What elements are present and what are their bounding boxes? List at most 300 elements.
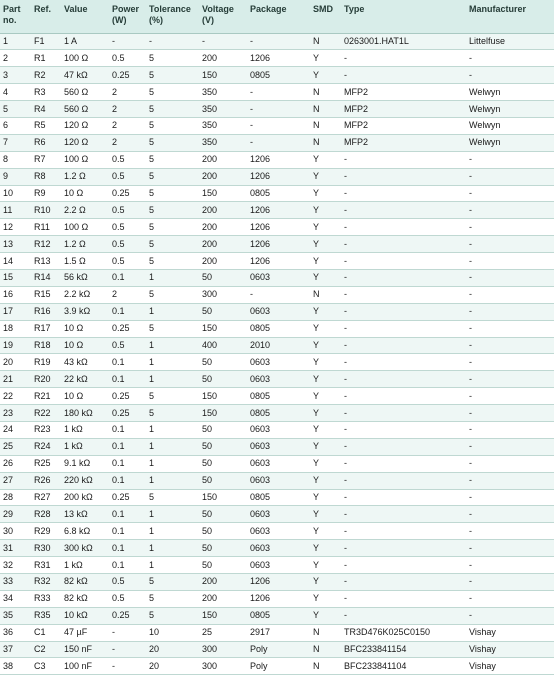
cell-smd: Y bbox=[310, 574, 341, 591]
cell-tolerance: 5 bbox=[146, 574, 199, 591]
cell-part-no: 31 bbox=[0, 540, 31, 557]
cell-type: - bbox=[341, 303, 466, 320]
cell-type: - bbox=[341, 219, 466, 236]
table-row bbox=[0, 286, 554, 303]
table-row bbox=[0, 557, 554, 574]
cell-smd: Y bbox=[310, 67, 341, 84]
cell-package: - bbox=[247, 84, 310, 101]
cell-type: - bbox=[341, 185, 466, 202]
cell-power: 0.1 bbox=[109, 371, 146, 388]
cell-part-no: 4 bbox=[0, 84, 31, 101]
table-row bbox=[0, 489, 554, 506]
cell-voltage: 150 bbox=[199, 405, 247, 422]
cell-package: 0603 bbox=[247, 421, 310, 438]
cell-tolerance: 5 bbox=[146, 219, 199, 236]
cell-smd: N bbox=[310, 117, 341, 134]
cell-power: - bbox=[109, 624, 146, 641]
cell-manufacturer: - bbox=[466, 50, 554, 67]
table-row bbox=[0, 151, 554, 168]
cell-smd: Y bbox=[310, 50, 341, 67]
cell-manufacturer: - bbox=[466, 185, 554, 202]
cell-value: 1.2 Ω bbox=[61, 236, 109, 253]
table-row bbox=[0, 388, 554, 405]
cell-value: 220 kΩ bbox=[61, 472, 109, 489]
cell-part-no: 12 bbox=[0, 219, 31, 236]
table-row bbox=[0, 590, 554, 607]
cell-smd: N bbox=[310, 641, 341, 658]
cell-part-no: 35 bbox=[0, 607, 31, 624]
cell-manufacturer: - bbox=[466, 371, 554, 388]
cell-package: 0603 bbox=[247, 371, 310, 388]
table-row bbox=[0, 523, 554, 540]
cell-value: 47 kΩ bbox=[61, 67, 109, 84]
cell-tolerance: 5 bbox=[146, 168, 199, 185]
cell-power: 0.5 bbox=[109, 337, 146, 354]
cell-manufacturer: - bbox=[466, 438, 554, 455]
cell-value: 1.2 Ω bbox=[61, 168, 109, 185]
cell-type: TR3D476K025C0150 bbox=[341, 624, 466, 641]
cell-tolerance: 5 bbox=[146, 253, 199, 270]
cell-package: - bbox=[247, 101, 310, 118]
table-row bbox=[0, 506, 554, 523]
cell-power: 0.5 bbox=[109, 574, 146, 591]
cell-type: - bbox=[341, 67, 466, 84]
cell-value: 13 kΩ bbox=[61, 506, 109, 523]
cell-part-no: 11 bbox=[0, 202, 31, 219]
cell-type: - bbox=[341, 523, 466, 540]
cell-manufacturer: - bbox=[466, 388, 554, 405]
cell-package: Poly bbox=[247, 641, 310, 658]
table-row bbox=[0, 33, 554, 50]
cell-package: 2917 bbox=[247, 624, 310, 641]
cell-type: MFP2 bbox=[341, 101, 466, 118]
cell-power: 2 bbox=[109, 286, 146, 303]
cell-part-no: 23 bbox=[0, 405, 31, 422]
cell-part-no: 8 bbox=[0, 151, 31, 168]
cell-power: 0.1 bbox=[109, 303, 146, 320]
cell-package: Poly bbox=[247, 658, 310, 675]
cell-type: - bbox=[341, 320, 466, 337]
cell-power: 0.5 bbox=[109, 202, 146, 219]
table-row bbox=[0, 269, 554, 286]
cell-voltage: 200 bbox=[199, 590, 247, 607]
cell-type: - bbox=[341, 574, 466, 591]
cell-power: 0.1 bbox=[109, 438, 146, 455]
cell-power: 0.1 bbox=[109, 354, 146, 371]
table-row bbox=[0, 371, 554, 388]
cell-tolerance: 5 bbox=[146, 50, 199, 67]
cell-tolerance: 1 bbox=[146, 303, 199, 320]
cell-tolerance: 5 bbox=[146, 101, 199, 118]
cell-type: - bbox=[341, 202, 466, 219]
cell-tolerance: 5 bbox=[146, 590, 199, 607]
cell-power: 0.5 bbox=[109, 151, 146, 168]
cell-manufacturer: - bbox=[466, 202, 554, 219]
cell-tolerance: 1 bbox=[146, 557, 199, 574]
table-row bbox=[0, 202, 554, 219]
header-value: Value bbox=[61, 0, 109, 33]
cell-smd: N bbox=[310, 134, 341, 151]
cell-part-no: 24 bbox=[0, 421, 31, 438]
cell-value: 43 kΩ bbox=[61, 354, 109, 371]
cell-package: 0805 bbox=[247, 388, 310, 405]
cell-voltage: 300 bbox=[199, 658, 247, 675]
table-body bbox=[0, 33, 554, 675]
cell-part-no: 38 bbox=[0, 658, 31, 675]
cell-tolerance: 1 bbox=[146, 421, 199, 438]
cell-tolerance: 10 bbox=[146, 624, 199, 641]
cell-ref: R25 bbox=[31, 455, 61, 472]
table-row bbox=[0, 253, 554, 270]
cell-smd: Y bbox=[310, 388, 341, 405]
header-package: Package bbox=[247, 0, 310, 33]
cell-package: - bbox=[247, 117, 310, 134]
cell-manufacturer: - bbox=[466, 523, 554, 540]
cell-manufacturer: Vishay bbox=[466, 658, 554, 675]
cell-ref: R13 bbox=[31, 253, 61, 270]
cell-smd: Y bbox=[310, 202, 341, 219]
cell-voltage: 350 bbox=[199, 84, 247, 101]
cell-tolerance: 5 bbox=[146, 151, 199, 168]
cell-package: 0805 bbox=[247, 405, 310, 422]
cell-tolerance: 1 bbox=[146, 540, 199, 557]
cell-manufacturer: - bbox=[466, 219, 554, 236]
cell-type: - bbox=[341, 455, 466, 472]
cell-power: - bbox=[109, 641, 146, 658]
cell-ref: F1 bbox=[31, 33, 61, 50]
cell-ref: R23 bbox=[31, 421, 61, 438]
cell-voltage: 150 bbox=[199, 489, 247, 506]
cell-power: 0.1 bbox=[109, 557, 146, 574]
table-row bbox=[0, 168, 554, 185]
cell-tolerance: 1 bbox=[146, 354, 199, 371]
cell-value: 200 kΩ bbox=[61, 489, 109, 506]
cell-part-no: 13 bbox=[0, 236, 31, 253]
table-row bbox=[0, 455, 554, 472]
cell-value: 6.8 kΩ bbox=[61, 523, 109, 540]
cell-manufacturer: - bbox=[466, 405, 554, 422]
cell-tolerance: 5 bbox=[146, 320, 199, 337]
cell-voltage: 50 bbox=[199, 506, 247, 523]
cell-manufacturer: - bbox=[466, 590, 554, 607]
cell-voltage: 200 bbox=[199, 202, 247, 219]
cell-package: 0603 bbox=[247, 303, 310, 320]
cell-voltage: 150 bbox=[199, 388, 247, 405]
cell-manufacturer: Welwyn bbox=[466, 134, 554, 151]
cell-manufacturer: - bbox=[466, 320, 554, 337]
cell-power: 0.25 bbox=[109, 388, 146, 405]
table-row bbox=[0, 117, 554, 134]
cell-power: 0.25 bbox=[109, 67, 146, 84]
cell-manufacturer: - bbox=[466, 506, 554, 523]
cell-ref: R29 bbox=[31, 523, 61, 540]
header-ref: Ref. bbox=[31, 0, 61, 33]
cell-part-no: 10 bbox=[0, 185, 31, 202]
cell-value: 120 Ω bbox=[61, 117, 109, 134]
cell-ref: R6 bbox=[31, 134, 61, 151]
cell-voltage: 50 bbox=[199, 354, 247, 371]
cell-part-no: 6 bbox=[0, 117, 31, 134]
cell-power: 2 bbox=[109, 117, 146, 134]
cell-tolerance: - bbox=[146, 33, 199, 50]
cell-ref: R20 bbox=[31, 371, 61, 388]
cell-voltage: 50 bbox=[199, 523, 247, 540]
table-row bbox=[0, 337, 554, 354]
cell-type: - bbox=[341, 269, 466, 286]
cell-type: - bbox=[341, 557, 466, 574]
cell-type: MFP2 bbox=[341, 117, 466, 134]
cell-ref: R28 bbox=[31, 506, 61, 523]
cell-part-no: 3 bbox=[0, 67, 31, 84]
header-voltage: Voltage (V) bbox=[199, 0, 247, 33]
cell-part-no: 15 bbox=[0, 269, 31, 286]
cell-ref: R31 bbox=[31, 557, 61, 574]
cell-value: 1 kΩ bbox=[61, 421, 109, 438]
cell-part-no: 21 bbox=[0, 371, 31, 388]
cell-ref: R9 bbox=[31, 185, 61, 202]
cell-value: 1 kΩ bbox=[61, 557, 109, 574]
cell-smd: Y bbox=[310, 371, 341, 388]
cell-type: MFP2 bbox=[341, 84, 466, 101]
cell-power: 0.5 bbox=[109, 168, 146, 185]
cell-ref: R12 bbox=[31, 236, 61, 253]
cell-value: 2.2 kΩ bbox=[61, 286, 109, 303]
cell-power: 2 bbox=[109, 134, 146, 151]
cell-value: 2.2 Ω bbox=[61, 202, 109, 219]
cell-part-no: 9 bbox=[0, 168, 31, 185]
cell-smd: Y bbox=[310, 455, 341, 472]
cell-power: 0.25 bbox=[109, 320, 146, 337]
cell-smd: Y bbox=[310, 236, 341, 253]
cell-smd: N bbox=[310, 286, 341, 303]
cell-ref: C1 bbox=[31, 624, 61, 641]
cell-value: 82 kΩ bbox=[61, 590, 109, 607]
cell-voltage: 200 bbox=[199, 168, 247, 185]
cell-ref: R14 bbox=[31, 269, 61, 286]
cell-power: 0.1 bbox=[109, 269, 146, 286]
cell-power: 0.5 bbox=[109, 236, 146, 253]
cell-part-no: 28 bbox=[0, 489, 31, 506]
cell-ref: C3 bbox=[31, 658, 61, 675]
cell-part-no: 19 bbox=[0, 337, 31, 354]
cell-value: 100 Ω bbox=[61, 151, 109, 168]
cell-smd: Y bbox=[310, 405, 341, 422]
cell-package: 1206 bbox=[247, 574, 310, 591]
cell-value: 10 Ω bbox=[61, 185, 109, 202]
cell-tolerance: 5 bbox=[146, 202, 199, 219]
cell-part-no: 7 bbox=[0, 134, 31, 151]
table-row bbox=[0, 67, 554, 84]
cell-value: 560 Ω bbox=[61, 101, 109, 118]
cell-value: 300 kΩ bbox=[61, 540, 109, 557]
cell-package: - bbox=[247, 286, 310, 303]
cell-smd: Y bbox=[310, 320, 341, 337]
cell-ref: R10 bbox=[31, 202, 61, 219]
cell-value: 180 kΩ bbox=[61, 405, 109, 422]
cell-ref: R4 bbox=[31, 101, 61, 118]
cell-type: - bbox=[341, 253, 466, 270]
cell-manufacturer: - bbox=[466, 574, 554, 591]
cell-manufacturer: - bbox=[466, 303, 554, 320]
cell-power: - bbox=[109, 33, 146, 50]
cell-package: - bbox=[247, 134, 310, 151]
cell-power: 0.1 bbox=[109, 540, 146, 557]
table-row bbox=[0, 303, 554, 320]
cell-voltage: 350 bbox=[199, 101, 247, 118]
cell-manufacturer: - bbox=[466, 337, 554, 354]
cell-tolerance: 5 bbox=[146, 489, 199, 506]
cell-type: - bbox=[341, 421, 466, 438]
cell-ref: R1 bbox=[31, 50, 61, 67]
cell-package: 1206 bbox=[247, 253, 310, 270]
table-row bbox=[0, 101, 554, 118]
cell-power: 2 bbox=[109, 101, 146, 118]
cell-value: 10 Ω bbox=[61, 337, 109, 354]
cell-package: 1206 bbox=[247, 219, 310, 236]
cell-voltage: 50 bbox=[199, 303, 247, 320]
header-manufacturer: Manufacturer bbox=[466, 0, 554, 33]
cell-tolerance: 5 bbox=[146, 185, 199, 202]
cell-ref: R15 bbox=[31, 286, 61, 303]
cell-package: 0603 bbox=[247, 472, 310, 489]
cell-package: 0805 bbox=[247, 67, 310, 84]
cell-power: 0.25 bbox=[109, 489, 146, 506]
cell-power: 0.1 bbox=[109, 523, 146, 540]
cell-type: - bbox=[341, 236, 466, 253]
cell-ref: R7 bbox=[31, 151, 61, 168]
cell-tolerance: 1 bbox=[146, 506, 199, 523]
cell-type: - bbox=[341, 286, 466, 303]
cell-ref: R30 bbox=[31, 540, 61, 557]
cell-value: 1.5 Ω bbox=[61, 253, 109, 270]
cell-manufacturer: - bbox=[466, 472, 554, 489]
cell-power: 0.1 bbox=[109, 506, 146, 523]
cell-part-no: 18 bbox=[0, 320, 31, 337]
cell-package: 0805 bbox=[247, 489, 310, 506]
cell-part-no: 14 bbox=[0, 253, 31, 270]
cell-tolerance: 1 bbox=[146, 269, 199, 286]
cell-part-no: 22 bbox=[0, 388, 31, 405]
table-row bbox=[0, 574, 554, 591]
cell-value: 82 kΩ bbox=[61, 574, 109, 591]
cell-tolerance: 5 bbox=[146, 117, 199, 134]
cell-manufacturer: - bbox=[466, 540, 554, 557]
cell-manufacturer: - bbox=[466, 286, 554, 303]
cell-type: BFC233841154 bbox=[341, 641, 466, 658]
cell-manufacturer: Welwyn bbox=[466, 117, 554, 134]
cell-smd: N bbox=[310, 84, 341, 101]
cell-voltage: 200 bbox=[199, 219, 247, 236]
cell-manufacturer: Welwyn bbox=[466, 101, 554, 118]
cell-type: - bbox=[341, 168, 466, 185]
header-power: Power (W) bbox=[109, 0, 146, 33]
cell-smd: Y bbox=[310, 269, 341, 286]
cell-manufacturer: - bbox=[466, 607, 554, 624]
cell-tolerance: 5 bbox=[146, 607, 199, 624]
cell-tolerance: 20 bbox=[146, 658, 199, 675]
table-row bbox=[0, 185, 554, 202]
cell-ref: R21 bbox=[31, 388, 61, 405]
cell-package: 2010 bbox=[247, 337, 310, 354]
table-row bbox=[0, 354, 554, 371]
cell-voltage: 50 bbox=[199, 438, 247, 455]
cell-package: 1206 bbox=[247, 202, 310, 219]
cell-manufacturer: - bbox=[466, 168, 554, 185]
cell-type: - bbox=[341, 371, 466, 388]
cell-power: 0.1 bbox=[109, 455, 146, 472]
cell-tolerance: 1 bbox=[146, 337, 199, 354]
cell-voltage: 50 bbox=[199, 269, 247, 286]
cell-part-no: 17 bbox=[0, 303, 31, 320]
cell-power: 0.5 bbox=[109, 590, 146, 607]
cell-manufacturer: - bbox=[466, 455, 554, 472]
cell-value: 560 Ω bbox=[61, 84, 109, 101]
cell-power: 0.1 bbox=[109, 472, 146, 489]
cell-ref: R24 bbox=[31, 438, 61, 455]
cell-voltage: 50 bbox=[199, 371, 247, 388]
table-row bbox=[0, 405, 554, 422]
cell-package: 1206 bbox=[247, 168, 310, 185]
cell-manufacturer: - bbox=[466, 354, 554, 371]
cell-tolerance: 1 bbox=[146, 472, 199, 489]
cell-tolerance: 5 bbox=[146, 286, 199, 303]
cell-package: 0805 bbox=[247, 320, 310, 337]
cell-part-no: 1 bbox=[0, 33, 31, 50]
header-smd: SMD bbox=[310, 0, 341, 33]
cell-package: 1206 bbox=[247, 151, 310, 168]
cell-smd: Y bbox=[310, 337, 341, 354]
cell-value: 47 µF bbox=[61, 624, 109, 641]
cell-voltage: 50 bbox=[199, 557, 247, 574]
cell-type: - bbox=[341, 607, 466, 624]
cell-type: 0263001.HAT1L bbox=[341, 33, 466, 50]
cell-smd: Y bbox=[310, 540, 341, 557]
cell-part-no: 32 bbox=[0, 557, 31, 574]
table-row bbox=[0, 641, 554, 658]
cell-package: - bbox=[247, 33, 310, 50]
cell-type: - bbox=[341, 388, 466, 405]
cell-type: BFC233841104 bbox=[341, 658, 466, 675]
cell-smd: Y bbox=[310, 506, 341, 523]
cell-smd: N bbox=[310, 101, 341, 118]
cell-voltage: 350 bbox=[199, 134, 247, 151]
cell-voltage: 150 bbox=[199, 607, 247, 624]
cell-package: 0603 bbox=[247, 523, 310, 540]
cell-package: 1206 bbox=[247, 590, 310, 607]
cell-power: 0.25 bbox=[109, 607, 146, 624]
cell-ref: R17 bbox=[31, 320, 61, 337]
cell-ref: C2 bbox=[31, 641, 61, 658]
header-tolerance: Tolerance (%) bbox=[146, 0, 199, 33]
cell-type: - bbox=[341, 472, 466, 489]
cell-smd: Y bbox=[310, 590, 341, 607]
cell-ref: R19 bbox=[31, 354, 61, 371]
header-row bbox=[0, 0, 554, 33]
cell-voltage: 400 bbox=[199, 337, 247, 354]
cell-value: 3.9 kΩ bbox=[61, 303, 109, 320]
cell-voltage: 150 bbox=[199, 67, 247, 84]
cell-smd: Y bbox=[310, 607, 341, 624]
cell-power: 2 bbox=[109, 84, 146, 101]
table-row bbox=[0, 50, 554, 67]
cell-manufacturer: Welwyn bbox=[466, 84, 554, 101]
cell-voltage: 150 bbox=[199, 185, 247, 202]
cell-part-no: 30 bbox=[0, 523, 31, 540]
cell-part-no: 29 bbox=[0, 506, 31, 523]
table-row bbox=[0, 540, 554, 557]
cell-part-no: 34 bbox=[0, 590, 31, 607]
cell-ref: R33 bbox=[31, 590, 61, 607]
